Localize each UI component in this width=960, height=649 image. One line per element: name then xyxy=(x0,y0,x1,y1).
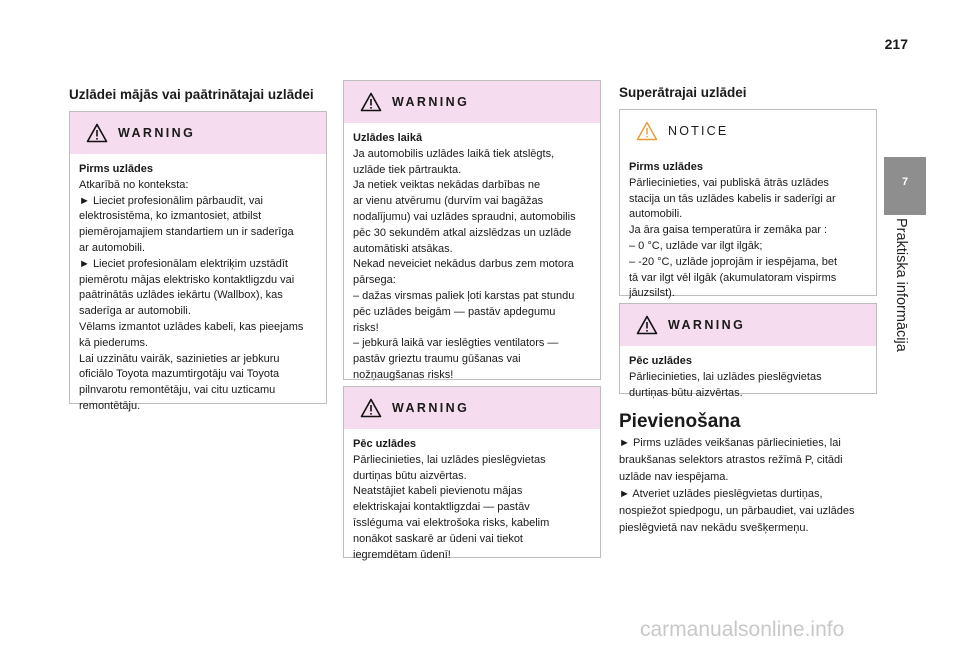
warning-triangle-icon xyxy=(636,315,658,335)
warning-line: ar automobili. xyxy=(79,241,146,254)
warning-label: WARNING xyxy=(118,126,196,140)
notice-line: tā var ilgt vēl ilgāk (akumulatoram vispirms xyxy=(629,271,837,284)
warning-line: Pirms uzlādes xyxy=(79,163,153,175)
warning-line: pēc 30 sekundēm atkal aizslēdzas un uzlāde xyxy=(353,226,572,239)
warning-line: – dažas virsmas paliek ļoti karstas pat stundu xyxy=(353,289,575,302)
paragraph-line: nospiežot spiedpogu, un pārbaudiet, vai uzlādes xyxy=(619,505,855,518)
warning-line: piemērojamajiem standartiem un ir saderīga xyxy=(79,226,294,239)
warning-line: Pēc uzlādes xyxy=(629,355,692,367)
warning-line: automātiski atsākas. xyxy=(353,242,453,255)
notice-header xyxy=(620,110,876,152)
warning-body xyxy=(620,346,876,401)
warning-line: nonākot saskarē ar ūdeni vai tiekot xyxy=(353,532,523,545)
paragraph-line: braukšanas selektors atrastos režīmā P, citādi xyxy=(619,454,843,467)
warning-line: Ja netiek veiktas nekādas darbības ne xyxy=(353,179,541,192)
warning-line: elektriskajai kontaktligzdai — pastāv xyxy=(353,501,530,514)
paragraph-line: pieslēgvietā nav nekādu svešķermeņu. xyxy=(619,522,809,535)
warning-line: elektrosistēma, ko izmantosiet, atbilst xyxy=(79,210,262,223)
connection-paragraph xyxy=(619,435,854,538)
section-title-connection: Pievienošana xyxy=(619,411,741,432)
notice-line: – -20 °C, uzlāde joprojām ir iespējama, bet xyxy=(629,255,838,268)
warning-line: saderīga ar automobili. xyxy=(79,305,191,318)
warning-line: īssléguma vai elektrošoka risks, kabelim xyxy=(353,516,550,529)
warning-line: nodalījumu) vai uzlādes spraudni, automobilis xyxy=(353,210,576,223)
warning-line: pēc uzlādes beigām — pastāv apdegumu xyxy=(353,305,556,318)
warning-body xyxy=(70,154,326,415)
warning-triangle-icon xyxy=(360,92,382,112)
warning-line: – jebkurā laikā var ieslēgties ventilators — xyxy=(353,337,559,350)
warning-line: nožņaugšanas risks! xyxy=(353,368,454,381)
warning-line: Pārliecinieties, lai uzlādes pieslēgvietas xyxy=(353,453,546,466)
notice-line: Pārliecinieties, vai publiskā ātrās uzlādes xyxy=(629,176,829,189)
notice-box-before-charging xyxy=(619,109,877,300)
warning-body xyxy=(344,123,600,384)
paragraph-line: ► Atveriet uzlādes pieslēgvietas durtiņas, xyxy=(619,488,823,501)
warning-line: uzlāde tiek pārtraukta. xyxy=(353,163,462,176)
notice-line: stacija un tās uzlādes kabelis ir saderīgi ar xyxy=(629,192,836,205)
chapter-title: Praktiska informācija xyxy=(893,218,909,352)
warning-triangle-icon xyxy=(360,398,382,418)
warning-line: Atkarībā no konteksta: xyxy=(79,178,189,191)
warning-line: Lai uzzinātu vairāk, sazinieties ar jebkuru xyxy=(79,352,280,365)
warning-line: ► Lieciet profesionālim pārbaudīt, vai xyxy=(79,194,263,207)
warning-line: piemērotu mājas elektrisko kontaktligzdu vai xyxy=(79,273,295,286)
warning-line: kā piederums. xyxy=(79,336,149,349)
warning-header xyxy=(620,304,876,346)
warning-line: risks! xyxy=(353,321,379,334)
warning-line: pilnvarotu remontētāju, vai citu uzticamu xyxy=(79,384,276,397)
warning-line: ar vienu atvērumu (durvīm vai bagāžas xyxy=(353,195,544,208)
warning-label: WARNING xyxy=(392,95,470,109)
warning-line: oficiālo Toyota mazumtirgotāju vai Toyota xyxy=(79,368,280,381)
warning-label: WARNING xyxy=(668,318,746,332)
warning-line: Pēc uzlādes xyxy=(353,438,416,450)
notice-line: Pirms uzlādes xyxy=(629,161,703,173)
warning-line: remontētāju. xyxy=(79,399,141,412)
warning-body xyxy=(344,429,600,563)
paragraph-line: uzlāde nav iespējama. xyxy=(619,471,729,484)
page-number: 217 xyxy=(884,36,908,52)
section-heading-fast-charging: Superātrajai uzlādei xyxy=(619,85,747,100)
chapter-number: 7 xyxy=(901,176,909,188)
notice-line: – 0 °C, uzlāde var ilgt ilgāk; xyxy=(629,239,763,252)
warning-line: durtiņas būtu aizvērtas. xyxy=(629,386,743,399)
warning-line: pārsega: xyxy=(353,274,396,287)
warning-line: Vēlams izmantot uzlādes kabeli, kas pieejams xyxy=(79,320,304,333)
warning-line: Nekad neveiciet nekādus darbus zem motora xyxy=(353,258,574,271)
warning-box-after-charging xyxy=(343,386,601,561)
notice-line: Ja āra gaisa temperatūra ir zemāka par : xyxy=(629,224,828,237)
warning-box-before-charging xyxy=(69,111,327,412)
warning-header xyxy=(344,387,600,429)
warning-box-during-charging xyxy=(343,80,601,380)
notice-label: NOTICE xyxy=(668,124,729,138)
warning-line: Pārliecinieties, lai uzlādes pieslēgvietas xyxy=(629,370,822,383)
warning-line: Uzlādes laikā xyxy=(353,132,423,144)
paragraph-line: ► Pirms uzlādes veikšanas pārliecinieties, lai xyxy=(619,437,841,449)
warning-line: paātrinātās uzlādes iekārtu (Wallbox), kas xyxy=(79,289,283,302)
notice-line: automobili. xyxy=(629,208,683,221)
warning-label: WARNING xyxy=(392,401,470,415)
notice-body xyxy=(620,152,876,302)
warning-line: durtiņas būtu aizvērtas. xyxy=(353,469,467,482)
watermark: carmanualsonline.info xyxy=(640,618,845,641)
warning-header xyxy=(70,112,326,154)
warning-line: ► Lieciet profesionālam elektriķim uzstādīt xyxy=(79,257,288,270)
section-heading-home-charging: Uzlādei mājās vai paātrinātajai uzlādei xyxy=(69,87,314,102)
notice-line: jāuzsilst). xyxy=(629,287,675,300)
warning-line: Neatstājiet kabeli pievienotu mājas xyxy=(353,485,523,498)
notice-triangle-icon xyxy=(636,121,658,141)
warning-line: Ja automobilis uzlādes laikā tiek atslēgts, xyxy=(353,147,555,160)
warning-box-after-fast-charging xyxy=(619,303,877,399)
warning-line: pastāv grieztu traumu gūšanas vai xyxy=(353,353,521,366)
warning-triangle-icon xyxy=(86,123,108,143)
warning-line: iegremdētam ūdenī! xyxy=(353,548,451,561)
warning-header xyxy=(344,81,600,123)
